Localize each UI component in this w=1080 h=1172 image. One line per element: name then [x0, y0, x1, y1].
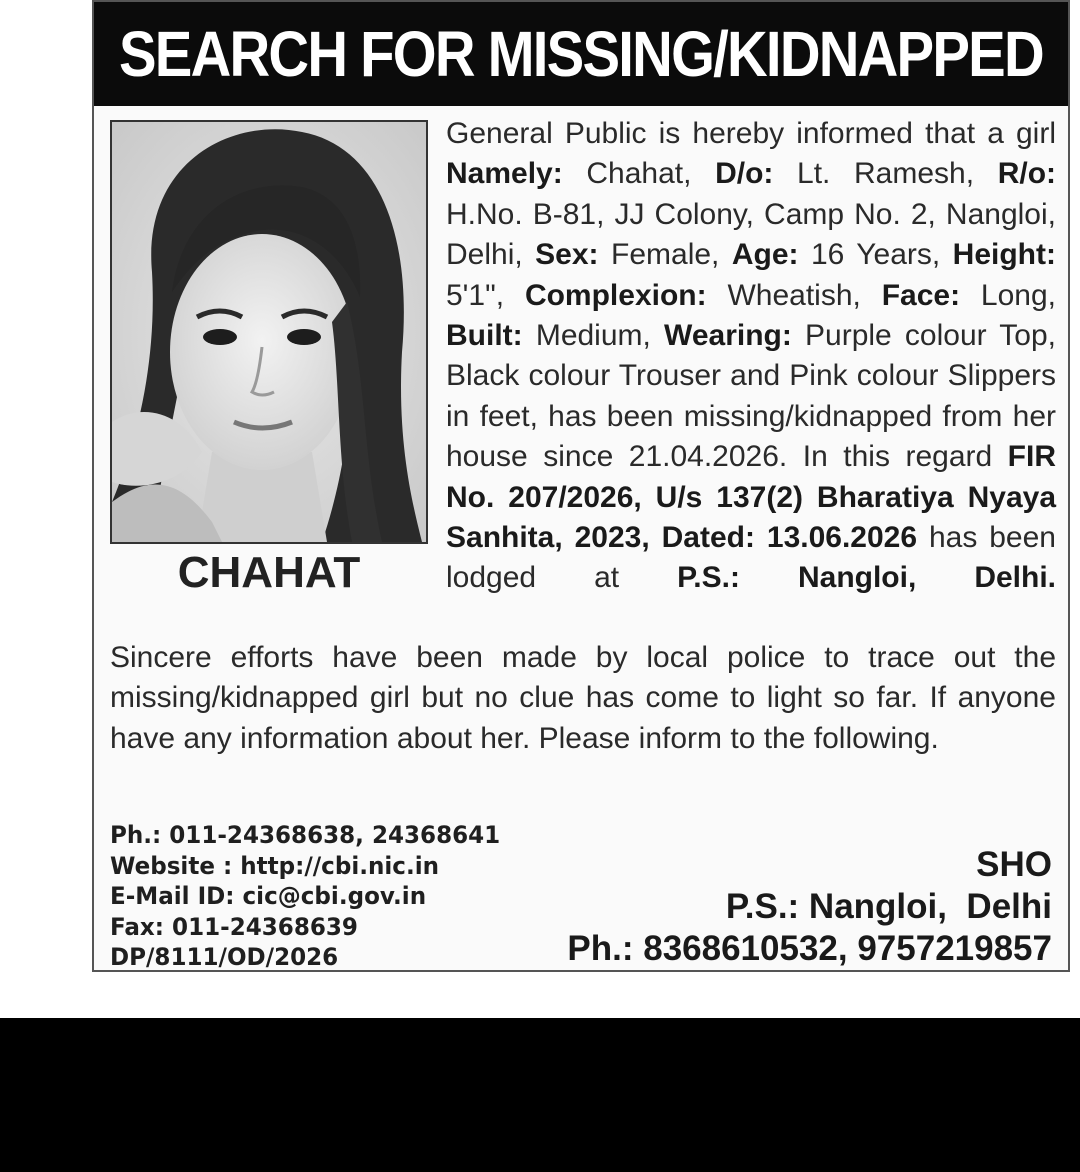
desc-text: Long, [960, 278, 1056, 312]
missing-person-notice [92, 0, 1070, 972]
notice-title-banner [94, 2, 1068, 106]
cbi-phone: Ph.: 011-24368638, 24368641 [110, 821, 501, 849]
label-built: Built: [446, 319, 523, 353]
appeal-paragraph: Sincere efforts have been made by local police to trace out the missing/kidnapped girl but no clue has come to light so far. If anyone have any information about her. Please inform to the following. [110, 641, 1056, 755]
label-resident-of: R/o: [997, 157, 1057, 191]
desc-text: Chahat, [562, 157, 716, 191]
desc-text: Female, [598, 238, 732, 272]
label-sex: Sex: [535, 238, 599, 272]
label-wearing: Wearing: [664, 319, 792, 353]
desc-text: H.No. B-81, JJ Colony, Camp No. 2, Nangloi, Delhi, [446, 197, 1056, 272]
notice-title: SEARCH FOR MISSING/KIDNAPPED [119, 18, 1043, 90]
missing-person-description [446, 114, 1056, 599]
desc-text: 5'1", [446, 278, 525, 312]
desc-text: Purple colour Top, Black colour Trouser and Pink colour Slippers in feet, has been missing/kidnapped from her house since 21.04.2026. In this regard [446, 319, 1056, 474]
label-age: Age: [731, 238, 799, 272]
missing-person-photo [110, 120, 428, 544]
sho-contact-block [567, 844, 1052, 970]
black-letterbox-bar [0, 1018, 1080, 1172]
label-face: Face: [881, 278, 961, 312]
desc-text: 16 Years, [798, 238, 953, 272]
desc-text: Medium, [522, 319, 665, 353]
cbi-website: Website : http://cbi.nic.in [110, 851, 439, 880]
desc-text: Wheatish, [706, 278, 882, 312]
label-daughter-of: D/o: [715, 157, 774, 191]
label-complexion: Complexion: [524, 278, 707, 312]
cbi-fax: Fax: 011-24368639 [110, 912, 358, 941]
sho-phone: Ph.: 8368610532, 9757219857 [567, 929, 1052, 968]
sho-station: P.S.: Nangloi, Delhi [725, 887, 1052, 926]
photo-caption: CHAHAT [177, 548, 361, 597]
desc-text: Lt. Ramesh, [773, 157, 998, 191]
label-namely: Namely: [446, 157, 563, 191]
fir-details: FIR No. 207/2026, U/s 137(2) Bharatiya Nyaya Sanhita, 2023, Dated: 13.06.2026 [446, 440, 1056, 555]
desc-text: has been lodged at [446, 521, 1056, 595]
sho-title: SHO [976, 845, 1052, 884]
desc-text: General Public is hereby informed that a girl [446, 117, 1056, 150]
label-height: Height: [952, 238, 1056, 272]
cbi-contact-block [110, 820, 550, 973]
dp-reference: DP/8111/OD/2026 [110, 943, 339, 971]
cbi-email: E-Mail ID: cic@cbi.gov.in [110, 882, 427, 910]
portrait-image [112, 122, 426, 542]
police-station: P.S.: Nangloi, Delhi. [677, 561, 1056, 595]
